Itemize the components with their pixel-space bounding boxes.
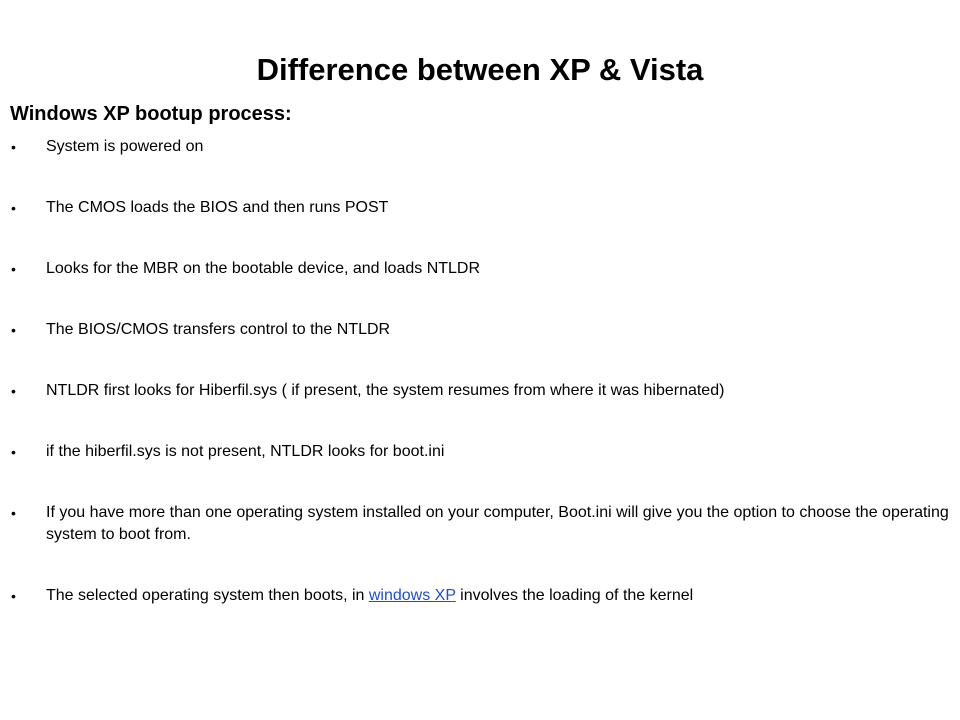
bullet-item [0,136,960,158]
slide-title: Difference between XP & Vista [256,52,704,87]
bullet-dot-icon: • [11,444,16,460]
bullet-list [0,136,960,646]
bullet-text-after-link: involves the loading of the kernel [455,587,694,604]
bullet-text: The CMOS loads the BIOS and then runs POST [46,199,389,216]
bullet-dot-icon: • [11,505,16,521]
bullet-text-before-link: The selected operating system then boots, in [46,587,369,604]
bullet-dot-icon: • [11,322,16,338]
bullet-dot-icon: • [11,200,16,216]
bullet-item [0,585,960,607]
windows-xp-link[interactable]: windows XP [368,587,456,604]
slide-subtitle: Windows XP bootup process: [10,103,292,125]
bullet-dot-icon: • [11,139,16,155]
bullet-item [0,319,960,341]
bullet-item [0,502,960,546]
bullet-text: Looks for the MBR on the bootable device, and loads NTLDR [46,260,481,277]
bullet-item [0,197,960,219]
bullet-item [0,441,960,463]
bullet-text: NTLDR first looks for Hiberfil.sys ( if present, the system resumes from where it was hibernated) [46,382,725,399]
bullet-item [0,380,960,402]
bullet-text: System is powered on [46,138,204,155]
bullet-item [0,258,960,280]
bullet-dot-icon: • [11,383,16,399]
bullet-text: if the hiberfil.sys is not present, NTLDR looks for boot.ini [46,443,445,460]
bullet-text: If you have more than one operating system installed on your computer, Boot.ini will give you the option to choose the operating system to boot from. [46,504,949,543]
bullet-text: The BIOS/CMOS transfers control to the NTLDR [46,321,391,338]
bullet-dot-icon: • [11,588,16,604]
bullet-dot-icon: • [11,261,16,277]
